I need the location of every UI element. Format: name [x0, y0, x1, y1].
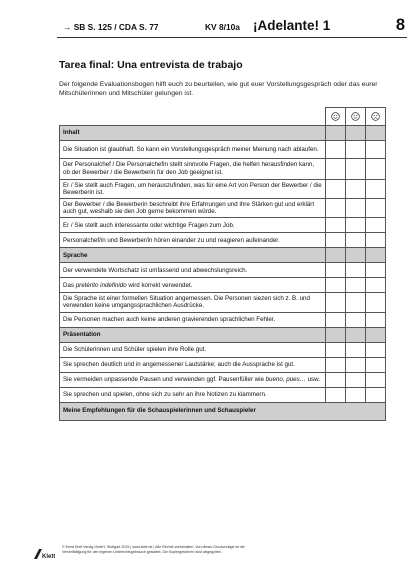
rating-checkbox-cell[interactable]: [346, 278, 366, 293]
criterion-row: [60, 278, 386, 293]
criterion-text: Der verwendete Wortschatz ist umfassend und abwechslungsreich.: [60, 263, 326, 278]
rating-checkbox-cell[interactable]: [346, 372, 366, 387]
rating-checkbox-cell[interactable]: [346, 293, 366, 312]
smiley-happy-icon: [331, 112, 340, 121]
rating-checkbox-cell[interactable]: [366, 278, 386, 293]
criterion-row: [60, 141, 386, 159]
rating-checkbox-cell[interactable]: [346, 233, 366, 248]
page-title: Tarea final: Una entrevista de trabajo: [59, 59, 243, 71]
rating-checkbox-cell[interactable]: [366, 180, 386, 199]
rating-checkbox-cell[interactable]: [366, 312, 386, 327]
rating-checkbox-cell[interactable]: [366, 141, 386, 159]
rating-checkbox-cell[interactable]: [366, 342, 386, 357]
criterion-text: Die Sprache ist einer formellen Situation angemessen. Die Personen siezen sich z. B. und verwenden keine umgangssprachlichen Ausdrücke.: [60, 293, 326, 312]
criterion-row: [60, 159, 386, 180]
rating-checkbox-cell[interactable]: [346, 263, 366, 278]
rating-checkbox-cell[interactable]: [346, 180, 366, 199]
rating-checkbox-cell[interactable]: [366, 372, 386, 387]
evaluation-table: [59, 107, 386, 421]
rating-checkbox-cell[interactable]: [346, 199, 366, 218]
criterion-text-part: Das: [63, 281, 76, 289]
page-header: [57, 17, 407, 38]
intro-text: Der folgende Evaluationsbogen hilft euch zu beurteilen, wie gut euer Vorstellungsgespräch oder das eurer Mitschülerinnen und Mitschüler gelungen ist.: [59, 81, 378, 97]
criterion-row: [60, 180, 386, 199]
rating-checkbox-cell[interactable]: [326, 357, 346, 372]
rating-checkbox-cell[interactable]: [326, 199, 346, 218]
smiley-sad-icon: [371, 112, 380, 121]
criterion-row: [60, 263, 386, 278]
criterion-text: Er / Sie stellt auch interessante oder wichtige Fragen zum Job.: [60, 218, 326, 233]
rating-checkbox-cell[interactable]: [366, 293, 386, 312]
recommendations-row: [60, 402, 386, 420]
rating-checkbox-cell[interactable]: [346, 159, 366, 180]
logo-text: Klett: [42, 554, 55, 560]
worksheet-code: KV 8/10a: [205, 22, 240, 32]
rating-checkbox-cell[interactable]: [326, 312, 346, 327]
page-number: 8: [395, 16, 405, 34]
criterion-row: [60, 342, 386, 357]
section-header-row: [60, 327, 386, 342]
criterion-text: Die Situation ist glaubhaft. So kann ein Vorstellungsgespräch meiner Meinung nach ablaufen.: [60, 141, 326, 159]
criterion-text: Personalchef/in und Bewerber/in hören einander zu und reagieren aufeinander.: [60, 233, 326, 248]
rating-checkbox-cell[interactable]: [326, 387, 346, 402]
criterion-text-italic: bueno, pues…: [265, 375, 306, 383]
rating-checkbox-cell[interactable]: [346, 312, 366, 327]
criterion-row: [60, 233, 386, 248]
criterion-row: [60, 199, 386, 218]
rating-checkbox-cell[interactable]: [326, 233, 346, 248]
criterion-text: Die Schülerinnen und Schüler spielen ihre Rolle gut.: [60, 342, 326, 357]
criterion-text: Sie sprechen und spielen, ohne sich zu sehr an ihre Notizen zu klammern.: [60, 387, 326, 402]
rating-header-sad: [366, 108, 386, 126]
rating-checkbox-cell[interactable]: [346, 141, 366, 159]
textbook-reference: → SB S. 125 / CDA S. 77: [63, 22, 159, 32]
rating-header-neutral: [346, 108, 366, 126]
rating-header-happy: [326, 108, 346, 126]
criterion-row: [60, 312, 386, 327]
section-header-row: [60, 126, 386, 141]
criterion-text: Der Bewerber / die Bewerberin beschreibt ihre Erfahrungen und ihre Stärken gut und erklärt auch gut, weshalb sie den Job gerne bekommen würde.: [60, 199, 326, 218]
criterion-text-part: usw.: [305, 375, 320, 383]
criterion-text: Sie sprechen deutlich und in angemessener Lautstärke; auch die Aussprache ist gut.: [60, 357, 326, 372]
rating-checkbox-cell[interactable]: [326, 372, 346, 387]
rating-checkbox-cell[interactable]: [326, 293, 346, 312]
smiley-neutral-icon: [351, 112, 360, 121]
rating-checkbox-cell[interactable]: [366, 159, 386, 180]
copyright-text: © Ernst Klett Verlag GmbH, Stuttgart 2015 | www.klett.de | Alle Rechte vorbehalten. Von dieser Druckvorlage ist die Vervielfältigung für den eigenen Unterrichtsgebrauch gestattet. Die Kopiergebühren sind abgegolten.: [62, 545, 245, 554]
rating-checkbox-cell[interactable]: [366, 357, 386, 372]
criterion-row: [60, 218, 386, 233]
rating-checkbox-cell[interactable]: [366, 263, 386, 278]
criterion-row: [60, 372, 386, 387]
rating-header-row: [60, 108, 386, 126]
rating-checkbox-cell[interactable]: [326, 342, 346, 357]
criterion-text: [60, 372, 326, 387]
recommendations-label[interactable]: Meine Empfehlungen für die Schauspielerinnen und Schauspieler: [60, 402, 386, 420]
rating-checkbox-cell[interactable]: [326, 218, 346, 233]
rating-checkbox-cell[interactable]: [366, 199, 386, 218]
book-title: ¡Adelante! 1: [253, 18, 331, 33]
rating-checkbox-cell[interactable]: [346, 387, 366, 402]
criterion-text: Er / Sie stellt auch Fragen, um herauszufinden, was für eine Art von Person der Bewerber / die Bewerberin ist.: [60, 180, 326, 199]
criterion-text: [60, 278, 326, 293]
criterion-row: [60, 293, 386, 312]
criterion-text-italic: pretérito indefinido: [75, 281, 127, 289]
rating-checkbox-cell[interactable]: [326, 159, 346, 180]
rating-checkbox-cell[interactable]: [346, 218, 366, 233]
rating-checkbox-cell[interactable]: [366, 218, 386, 233]
section-header-row: [60, 248, 386, 263]
rating-checkbox-cell[interactable]: [366, 387, 386, 402]
section-title: Präsentation: [60, 327, 326, 342]
rating-checkbox-cell[interactable]: [326, 263, 346, 278]
section-title: Inhalt: [60, 126, 326, 141]
rating-checkbox-cell[interactable]: [326, 141, 346, 159]
rating-checkbox-cell[interactable]: [326, 180, 346, 199]
criterion-text: Die Personen machen auch keine anderen gravierenden sprachlichen Fehler.: [60, 312, 326, 327]
rating-checkbox-cell[interactable]: [346, 342, 366, 357]
criterion-text-part: wird korrekt verwendet.: [126, 281, 193, 289]
criterion-row: [60, 357, 386, 372]
klett-logo-icon: [33, 547, 55, 561]
rating-checkbox-cell[interactable]: [366, 233, 386, 248]
section-title: Sprache: [60, 248, 326, 263]
rating-checkbox-cell[interactable]: [346, 357, 366, 372]
criterion-row: [60, 387, 386, 402]
rating-checkbox-cell[interactable]: [326, 278, 346, 293]
criterion-text-part: Sie vermeiden unpassende Pausen und verwenden ggf. Pausenfüller wie: [63, 375, 266, 383]
criterion-text: Der Personalchef / Die Personalchefin stellt sinnvolle Fragen, die helfen herausfinden kann, ob der Bewerber / die Bewerberin für den Job geeignet ist.: [60, 159, 326, 180]
